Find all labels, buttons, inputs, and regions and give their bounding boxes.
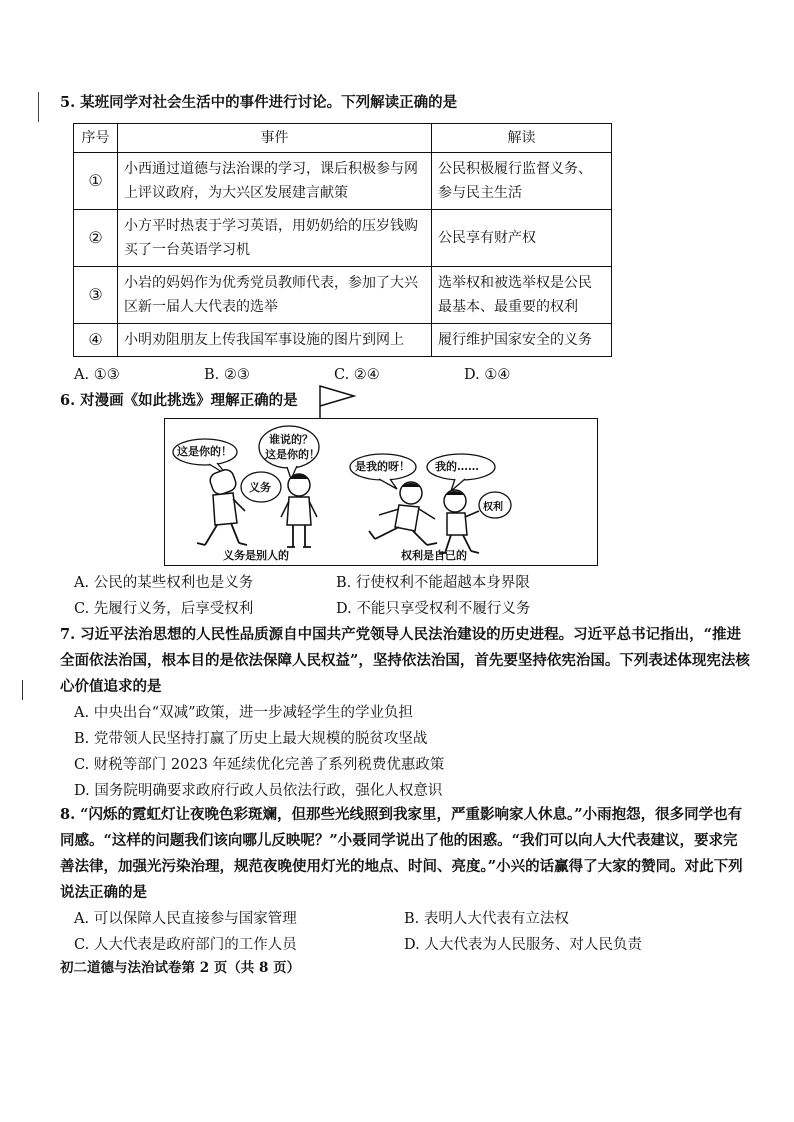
option-c[interactable]: C. 先履行义务，后享受权利 bbox=[74, 601, 254, 617]
question-5-options bbox=[74, 362, 764, 388]
bubble-text: 我的…… bbox=[435, 460, 479, 473]
table-header: 解读 bbox=[432, 124, 612, 153]
option-d[interactable]: D. 国务院明确要求政府行政人员依法行政，强化人权意识 bbox=[74, 783, 443, 799]
bubble-text: 谁说的？ bbox=[269, 433, 313, 446]
option-a[interactable]: A. 中央出台“双减”政策，进一步减轻学生的学业负担 bbox=[74, 705, 414, 721]
row-number: ④ bbox=[74, 324, 118, 357]
row-event: 小岩的妈妈作为优秀党员教师代表，参加了大兴区新一届人大代表的选举 bbox=[118, 267, 432, 324]
events-table bbox=[73, 123, 612, 357]
question-6 bbox=[60, 388, 750, 414]
option-d[interactable]: D. 不能只享受权利不履行义务 bbox=[336, 601, 531, 617]
question-8 bbox=[60, 802, 750, 958]
question-5 bbox=[60, 90, 750, 116]
caption-right: 权利是自己的 bbox=[401, 549, 467, 562]
cartoon-panel bbox=[164, 418, 598, 566]
row-reading: 公民积极履行监督义务、参与民主生活 bbox=[432, 153, 612, 210]
option-d[interactable]: D. 人大代表为人民服务、对人民负责 bbox=[404, 937, 642, 953]
row-number: ① bbox=[74, 153, 118, 210]
row-event: 小明劝阻朋友上传我国军事设施的图片到网上 bbox=[118, 324, 432, 357]
right-label: 权利 bbox=[483, 502, 503, 513]
option-d[interactable]: D. ①④ bbox=[464, 367, 511, 383]
table-row bbox=[74, 210, 612, 267]
duty-label: 义务 bbox=[249, 481, 271, 494]
table-header: 事件 bbox=[118, 124, 432, 153]
question-7-stem: 7. 习近平法治思想的人民性品质源自中国共产党领导人民法治建设的历史进程。习近平总书记指出，“推进全面依法治国，根本目的是依法保障人民权益”，坚持依法治国，首先要坚持依宪治国。下列表述体现宪法核心价值追求的是 bbox=[60, 626, 750, 695]
caption-left: 义务是别人的 bbox=[223, 549, 289, 562]
scan-mark bbox=[38, 92, 39, 122]
row-reading: 公民享有财产权 bbox=[432, 210, 612, 267]
option-c[interactable]: C. 人大代表是政府部门的工作人员 bbox=[74, 937, 297, 953]
table-header: 序号 bbox=[74, 124, 118, 153]
row-reading: 选举权和被选举权是公民最基本、最重要的权利 bbox=[432, 267, 612, 324]
table-row bbox=[74, 267, 612, 324]
question-7 bbox=[60, 622, 750, 804]
option-b[interactable]: B. 行使权利不能超越本身界限 bbox=[336, 575, 530, 591]
option-c[interactable]: C. 财税等部门 2023 年延续优化完善了系列税费优惠政策 bbox=[74, 757, 445, 773]
option-a[interactable]: A. 可以保障人民直接参与国家管理 bbox=[74, 911, 297, 927]
option-b[interactable]: B. ②③ bbox=[204, 367, 250, 383]
option-b[interactable]: B. 党带领人民坚持打赢了历史上最大规模的脱贫攻坚战 bbox=[74, 731, 428, 747]
bubble-text: 是我的呀！ bbox=[355, 460, 410, 473]
question-8-stem: 8. “闪烁的霓虹灯让夜晚色彩斑斓，但那些光线照到我家里，严重影响家人休息。”小雨抱怨，很多同学也有同感。“这样的问题我们该向哪儿反映呢？”小聂同学说出了他的困惑。“我们可以向人大代表建议，要求完善法律，加强光污染治理，规范夜晚使用灯光的地点、时间、亮度。”小兴的话赢得了大家的赞同。对此下列说法正确的是 bbox=[60, 806, 743, 901]
bubble-text: 这是你的！ bbox=[177, 445, 232, 458]
option-a[interactable]: A. ①③ bbox=[74, 367, 120, 383]
table-header-row bbox=[74, 124, 612, 153]
table-row bbox=[74, 153, 612, 210]
option-a[interactable]: A. 公民的某些权利也是义务 bbox=[74, 575, 254, 591]
row-number: ③ bbox=[74, 267, 118, 324]
cartoon-drawing bbox=[165, 419, 596, 564]
question-5-stem: 5. 某班同学对社会生活中的事件进行讨论。下列解读正确的是 bbox=[60, 94, 458, 111]
option-c[interactable]: C. ②④ bbox=[334, 367, 380, 383]
flag-mark bbox=[318, 384, 358, 420]
question-6-stem: 6. 对漫画《如此挑选》理解正确的是 bbox=[60, 392, 298, 409]
row-number: ② bbox=[74, 210, 118, 267]
bubble-text: 这是你的！ bbox=[265, 448, 320, 461]
option-b[interactable]: B. 表明人大代表有立法权 bbox=[404, 911, 569, 927]
row-reading: 履行维护国家安全的义务 bbox=[432, 324, 612, 357]
table-row bbox=[74, 324, 612, 357]
scan-mark bbox=[22, 680, 23, 700]
row-event: 小方平时热衷于学习英语，用奶奶给的压岁钱购买了一台英语学习机 bbox=[118, 210, 432, 267]
row-event: 小西通过道德与法治课的学习，课后积极参与网上评议政府，为大兴区发展建言献策 bbox=[118, 153, 432, 210]
question-6-options bbox=[74, 570, 764, 622]
page-footer: 初二道德与法治试卷第 2 页（共 8 页） bbox=[60, 960, 301, 976]
